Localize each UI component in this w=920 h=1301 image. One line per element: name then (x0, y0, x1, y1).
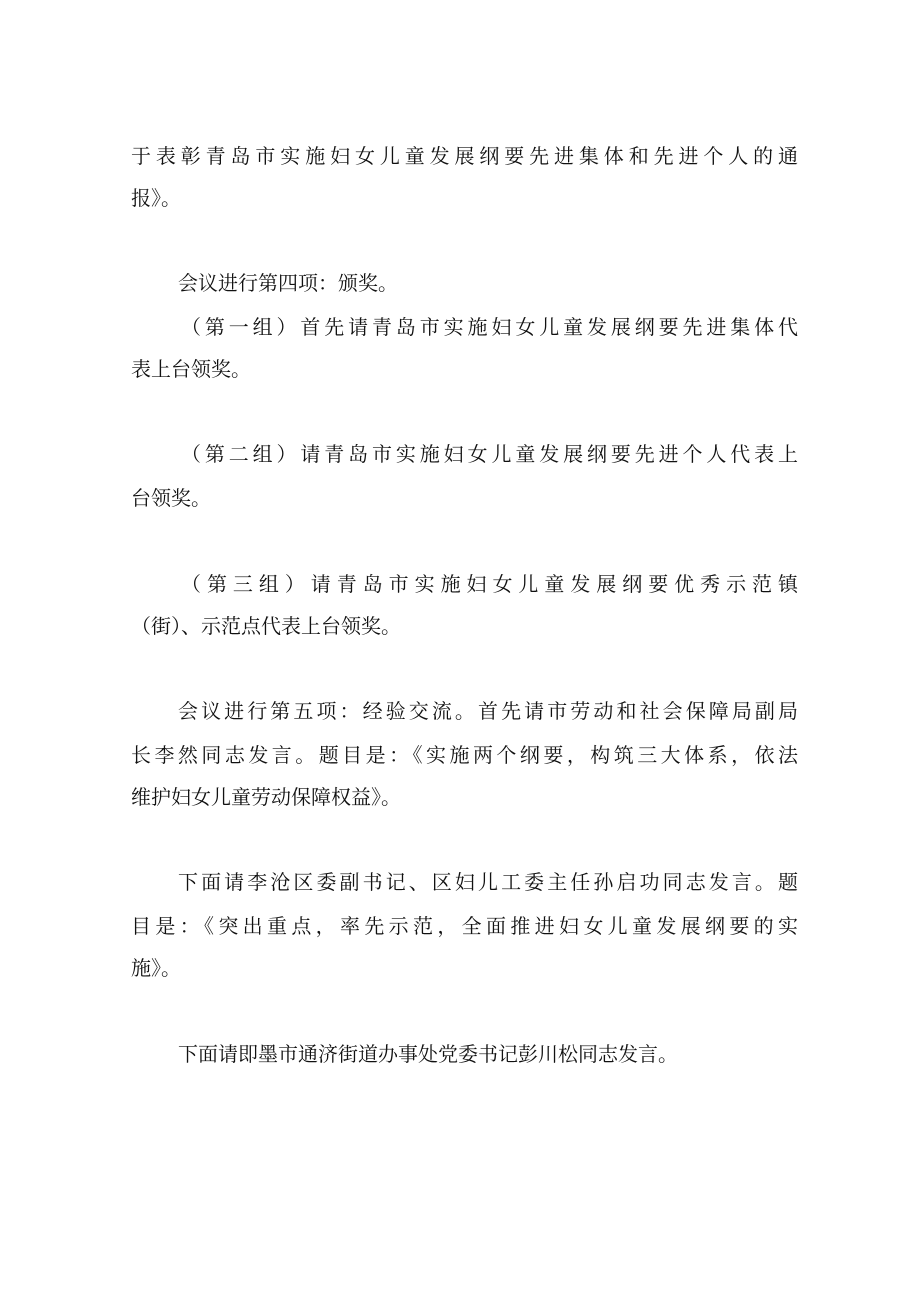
paragraph-3-line-1: （第一组）首先请青岛市实施妇女儿童发展纲要先进集体代 (181, 315, 798, 339)
paragraph-7-line-1: 下面请李沧区委副书记、区妇儿工委主任孙启功同志发言。题 (178, 870, 798, 894)
paragraph-6-line-2: 长李然同志发言。题目是：《实施两个纲要，构筑三大体系，依法 (131, 743, 798, 767)
paragraph-1-line-2: 报》。 (131, 186, 181, 210)
paragraph-4-line-2: 台领奖。 (131, 486, 211, 510)
paragraph-6-line-3: 维护妇女儿童劳动保障权益》。 (131, 785, 401, 809)
paragraph-2-line-1: 会议进行第四项：颁奖。 (178, 271, 398, 295)
paragraph-4-line-1: （第二组）请青岛市实施妇女儿童发展纲要先进个人代表上 (181, 442, 798, 466)
paragraph-7-line-3: 施》。 (131, 956, 181, 980)
paragraph-1-line-1: 于表彰青岛市实施妇女儿童发展纲要先进集体和先进个人的通 (131, 144, 798, 168)
paragraph-7-line-2: 目是：《突出重点，率先示范，全面推进妇女儿童发展纲要的实 (131, 914, 798, 938)
paragraph-5-line-1: （第三组）请青岛市实施妇女儿童发展纲要优秀示范镇 (181, 572, 798, 596)
paragraph-3-line-2: 表上台领奖。 (131, 357, 251, 381)
paragraph-6-line-1: 会议进行第五项：经验交流。首先请市劳动和社会保障局副局 (178, 699, 798, 723)
paragraph-8-line-1: 下面请即墨市通济街道办事处党委书记彭川松同志发言。 (178, 1042, 678, 1066)
paragraph-5-line-2: （街）、示范点代表上台领奖。 (131, 614, 401, 638)
